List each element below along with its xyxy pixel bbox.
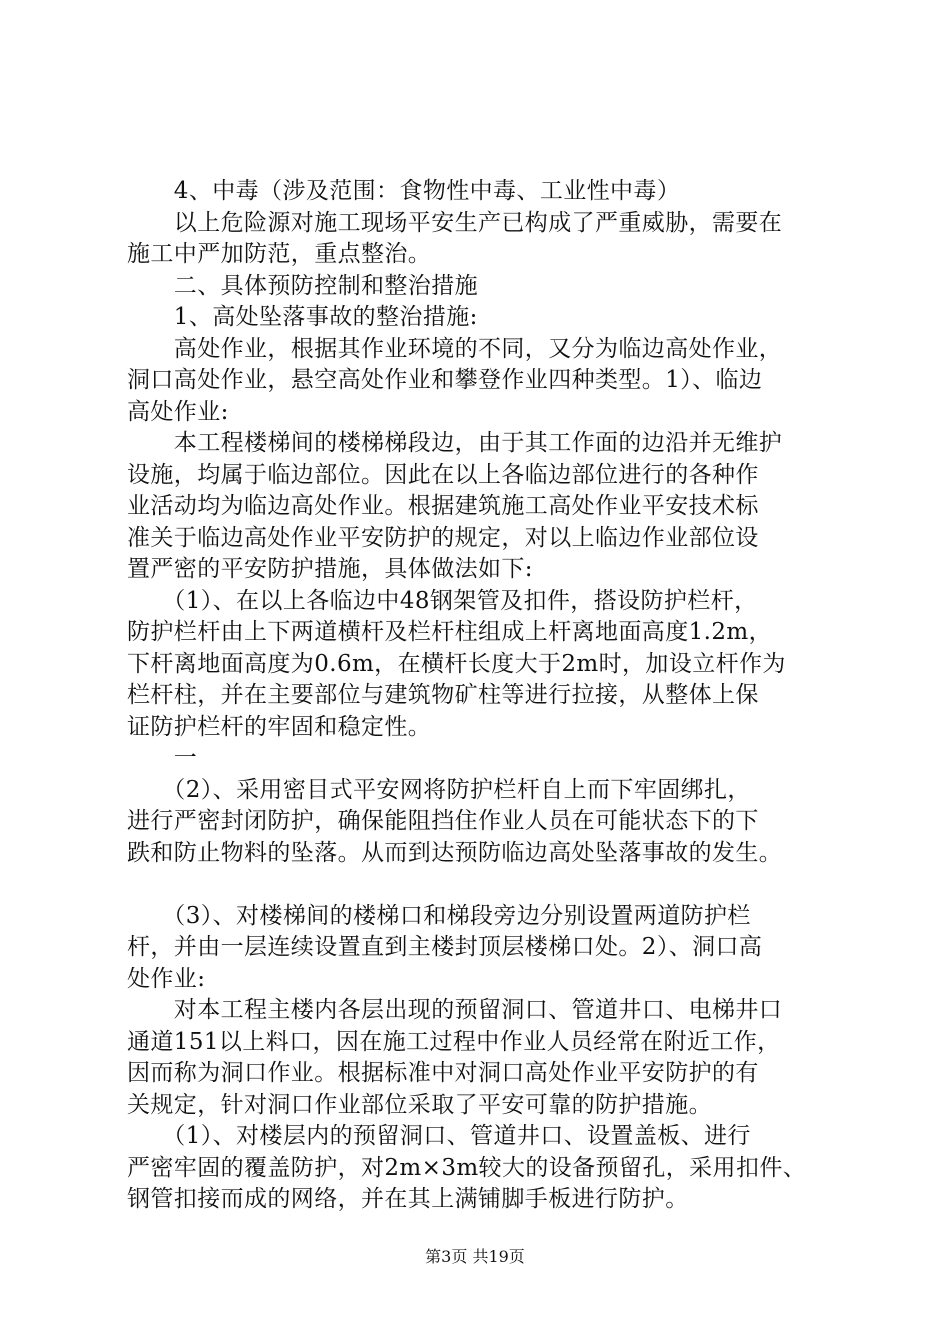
text-line: 准关于临边高处作业平安防护的规定，对以上临边作业部位设 [127,524,759,551]
page-footer: 第3页 共19页 [425,1247,525,1266]
subsection-heading: 1、高处坠落事故的整治措施: [127,304,478,330]
text-line: 置严密的平安防护措施，具体做法如下: [127,556,533,582]
text-line: 本工程楼梯间的楼梯梯段边，由于其工作面的边沿并无维护 [127,430,783,456]
text-line: 洞口高处作业，悬空高处作业和攀登作业四种类型。1）、临边 [127,367,763,393]
text-line: 下杆离地面高度为0.6m，在横杆长度大于2m时，加设立杆作为 [127,650,786,677]
text-line: 进行严密封闭防护，确保能阻挡住作业人员在可能状态下的下 [127,808,759,834]
text-line: 通道151以上料口，因在施工过程中作业人员经常在附近工作， [127,1028,781,1055]
section-heading: 二、具体预防控制和整治措施 [127,272,478,299]
text-line: 对本工程主楼内各层出现的预留洞口、管道井口、电梯井口 [127,997,783,1023]
text-line: 业活动均为临边高处作业。根据建筑施工高处作业平安技术标 [127,493,759,519]
text-line: （2）、采用密目式平安网将防护栏杆自上而下牢固绑扎， [127,776,751,803]
text-line: 杆，并由一层连续设置直到主楼封顶层楼梯口处。2）、洞口高 [127,934,763,960]
text-line: 设施，均属于临边部位。因此在以上各临边部位进行的各种作 [127,461,759,488]
document-body [127,176,847,1216]
text-line: 证防护栏杆的牢固和稳定性。 [127,713,432,740]
text-line: （1）、在以上各临边中48钢架管及扣件，搭设防护栏杆， [127,587,758,614]
text-line: 因而称为洞口作业。根据标准中对洞口高处作业平安防护的有 [127,1060,759,1086]
text-line: 跌和防止物料的坠落。从而到达预防临边高处坠落事故的发生。 [127,839,783,866]
blank-line [127,869,847,901]
text-line: 处作业: [127,965,206,992]
text-line: 高处作业: [127,398,229,425]
text-line: （3）、对楼梯间的楼梯口和梯段旁边分别设置两道防护栏 [127,902,751,929]
text-line: （1）、对楼层内的预留洞口、管道井口、设置盖板、进行 [127,1123,751,1149]
text-line: 严密牢固的覆盖防护，对2m×3m较大的设备预留孔，采用扣件、 [127,1154,807,1181]
text-line: 高处作业，根据其作业环境的不同，又分为临边高处作业， [127,335,783,362]
text-line: 一 [127,745,198,771]
text-line: 钢管扣接而成的网络，并在其上满铺脚手板进行防护。 [127,1186,689,1212]
text-line: 栏杆柱，并在主要部位与建筑物矿柱等进行拉接，从整体上保 [127,682,759,708]
text-line: 4、中毒（涉及范围：食物性中毒、工业性中毒） [127,178,681,204]
text-line: 施工中严加防范，重点整治。 [127,241,432,267]
text-line: 关规定，针对洞口作业部位采取了平安可靠的防护措施。 [127,1091,712,1118]
text-line: 防护栏杆由上下两道横杆及栏杆柱组成上杆离地面高度1.2m， [127,619,772,645]
text-line: 以上危险源对施工现场平安生产已构成了严重威胁，需要在 [127,209,783,236]
